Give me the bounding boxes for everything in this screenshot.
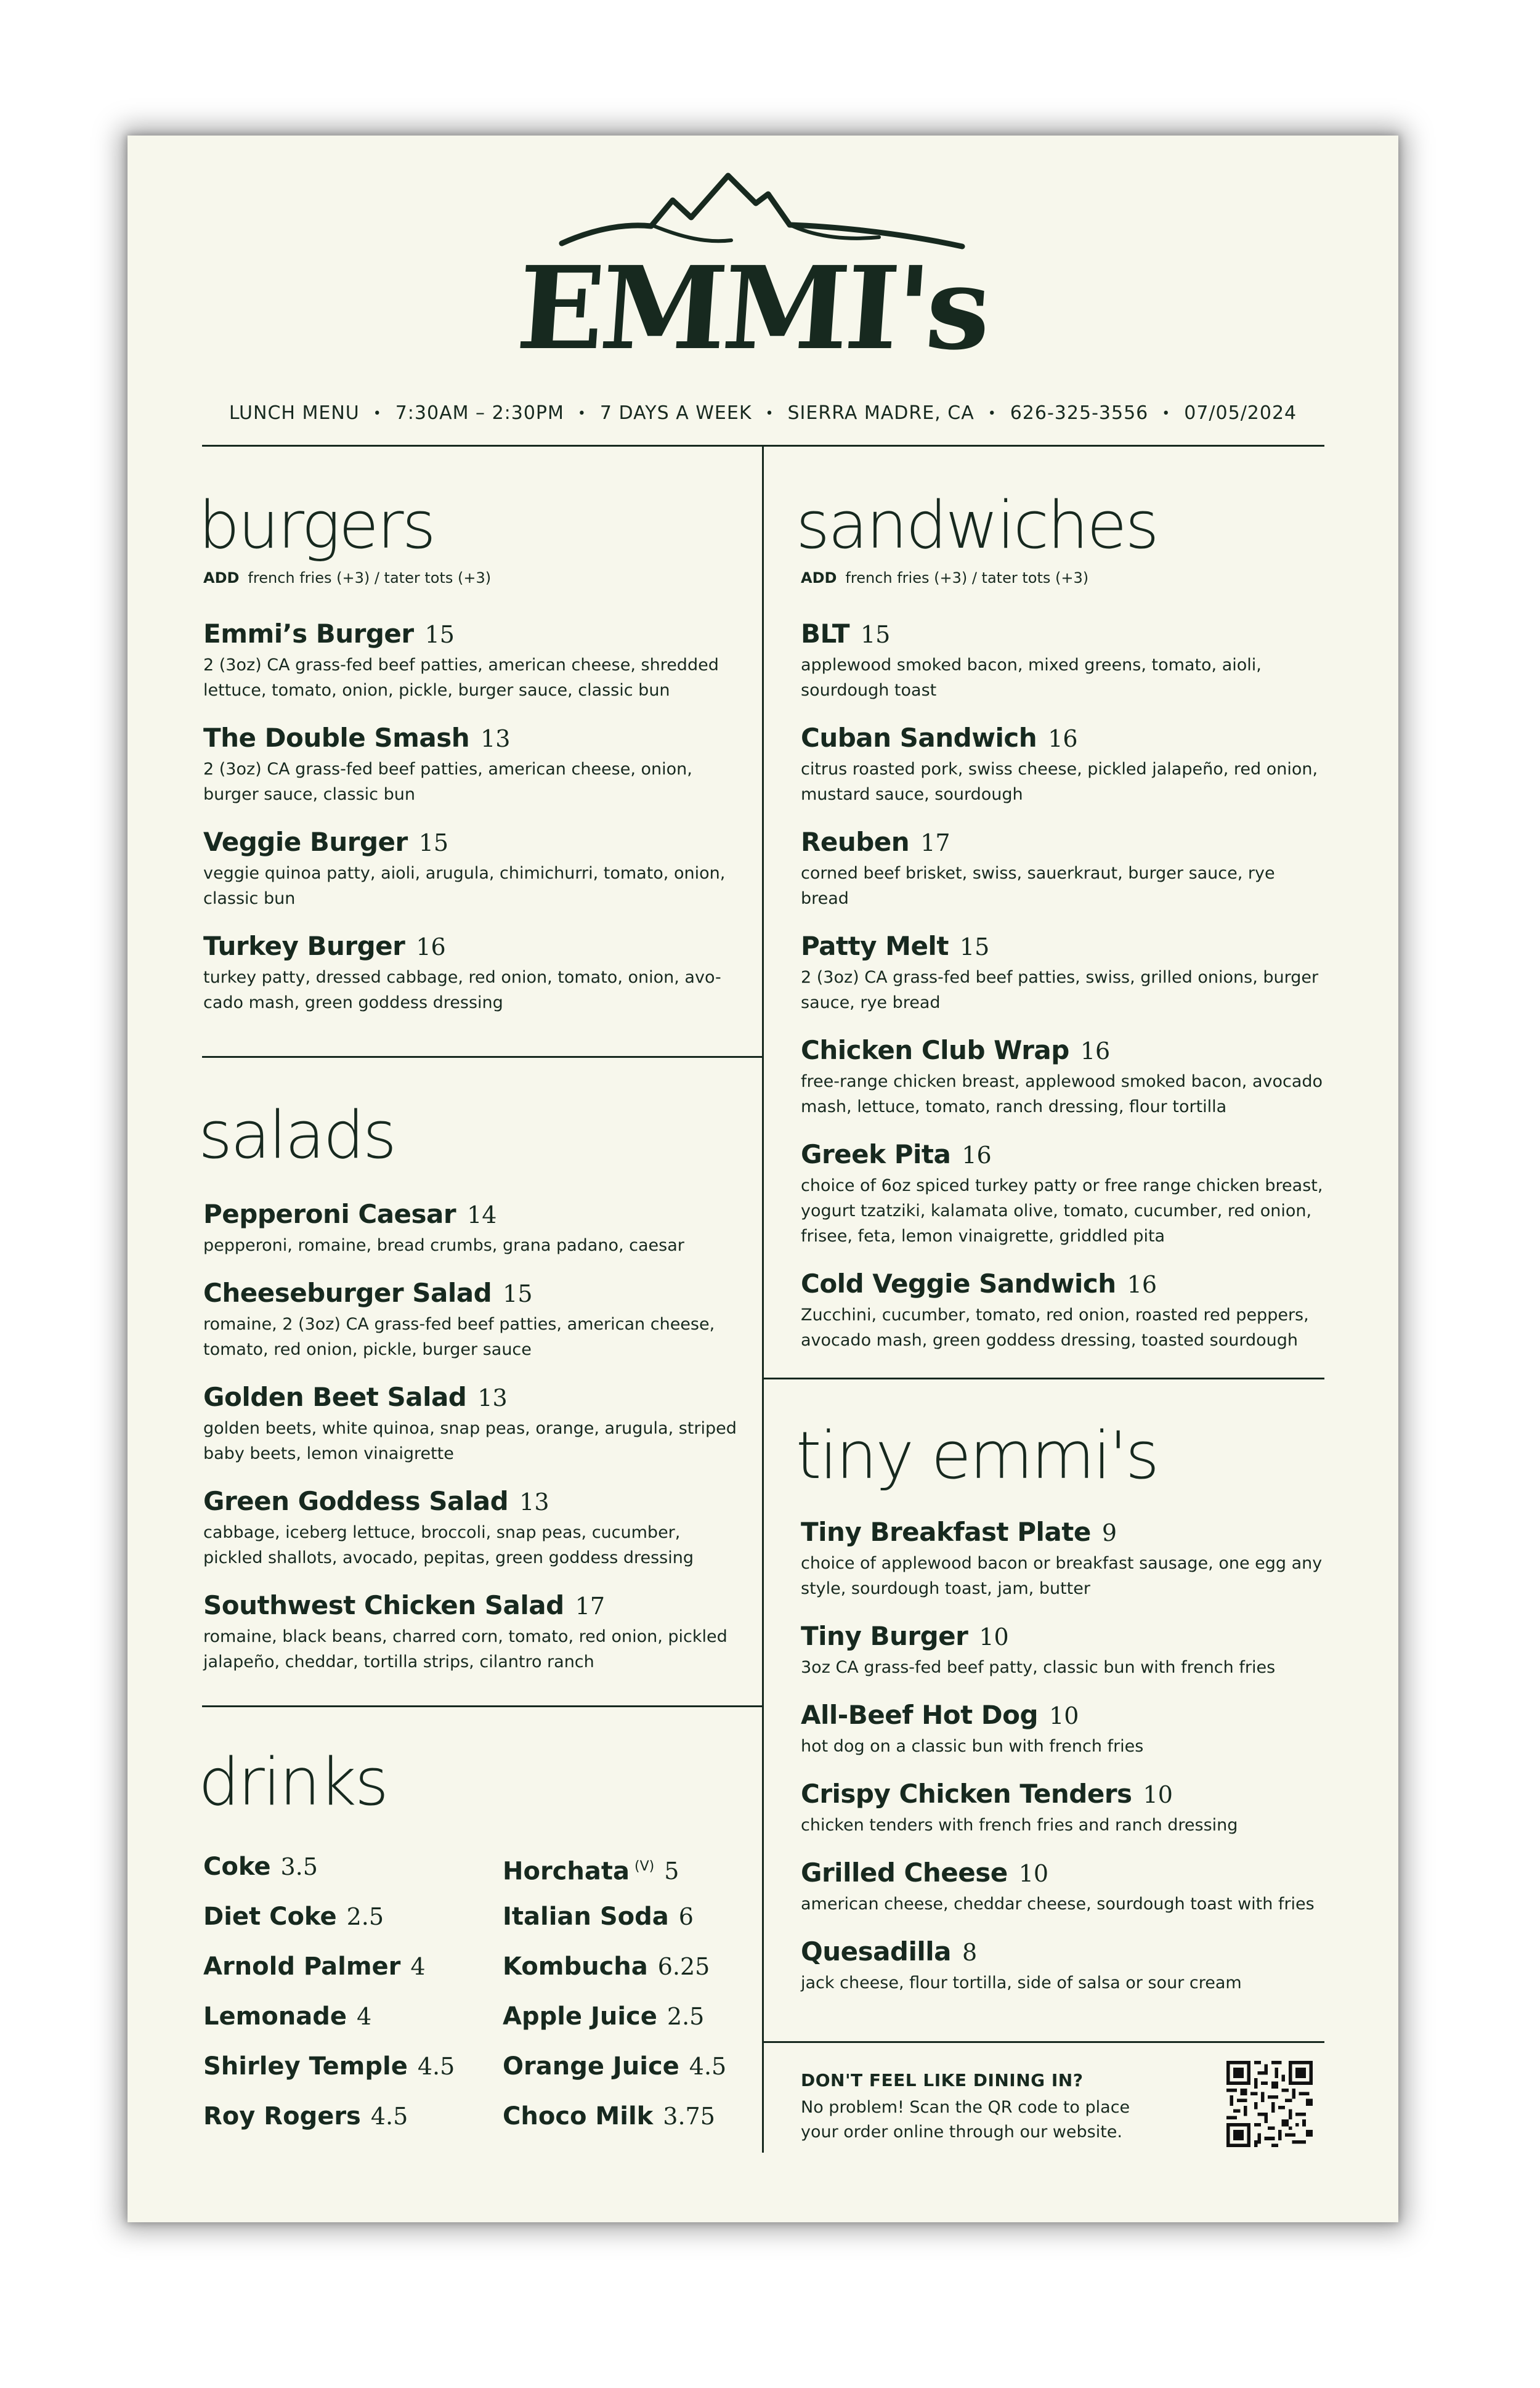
item-desc: golden beets, white quinoa, snap peas, orange, arugula, striped baby beets, lemon vinaigrette — [203, 1419, 737, 1463]
tiny-list — [801, 1517, 1326, 1996]
item-desc: Zucchini, cucumber, tomato, red onion, roasted red peppers, avocado mash, green goddess dressing, toasted sourdough — [801, 1306, 1309, 1350]
drink-price: 5 — [664, 1858, 679, 1885]
item-name: Tiny Burger — [801, 1621, 968, 1651]
sandwiches-title: sandwiches — [796, 487, 1157, 563]
drink-price: 4.5 — [689, 2053, 727, 2080]
burgers-section — [198, 487, 740, 1035]
item-desc: pepperoni, romaine, bread crumbs, grana padano, caesar — [203, 1236, 684, 1255]
drinks-title: drinks — [198, 1744, 387, 1820]
item-desc: american cheese, cheddar cheese, sourdough toast with fries — [801, 1895, 1315, 1914]
burgers-add-text: french fries (+3) / tater tots (+3) — [248, 569, 492, 587]
menu-item — [801, 1779, 1326, 1838]
menu-item — [203, 1486, 740, 1570]
item-name: The Double Smash — [203, 723, 470, 753]
drink-item — [503, 1848, 749, 1898]
drink-price: 4 — [410, 1953, 426, 1980]
menu-item — [801, 619, 1326, 703]
item-name: Chicken Club Wrap — [801, 1035, 1069, 1065]
menu-item — [801, 1517, 1326, 1601]
menu-item — [203, 1590, 740, 1675]
menu-item — [203, 827, 740, 911]
item-desc: romaine, 2 (3oz) CA grass-fed beef patties, american cheese, tomato, red onion, pickle, burger sauce — [203, 1315, 715, 1359]
item-price: 17 — [575, 1593, 606, 1620]
drink-price: 2.5 — [346, 1903, 384, 1930]
item-name: Pepperoni Caesar — [203, 1199, 456, 1229]
item-desc: turkey patty, dressed cabbage, red onion, tomato, onion, avo-cado mash, green goddess dressing — [203, 968, 721, 1012]
drinks-col-2 — [503, 1848, 749, 2148]
item-name: Cuban Sandwich — [801, 723, 1037, 753]
item-name: Greek Pita — [801, 1139, 951, 1169]
sandwiches-list — [801, 619, 1326, 1353]
item-price: 13 — [519, 1488, 549, 1516]
menu-item — [801, 1035, 1326, 1119]
item-desc: veggie quinoa patty, aioli, arugula, chimichurri, tomato, onion, classic bun — [203, 864, 726, 908]
item-price: 8 — [962, 1939, 978, 1966]
order-online-promo — [801, 2070, 1170, 2145]
info-location: SIERRA MADRE, CA — [787, 402, 975, 424]
info-phone[interactable]: 626-325-3556 — [1010, 402, 1149, 424]
item-desc: choice of 6oz spiced turkey patty or free range chicken breast, yogurt tzatziki, kalamata olive, tomato, cucumber, red onion, frisee, feta, lemon vinaigrette, griddled pita — [801, 1176, 1323, 1246]
drink-price: 2.5 — [667, 2003, 705, 2030]
item-desc: citrus roasted pork, swiss cheese, pickled jalapeño, red onion, mustard sauce, sourdough — [801, 760, 1318, 804]
promo-text: No problem! Scan the QR code to place your order online through our website. — [801, 2098, 1130, 2142]
burgers-title: burgers — [198, 487, 434, 563]
menu-item — [801, 1936, 1326, 1996]
tiny-section — [796, 1418, 1326, 2015]
drink-name: Coke — [203, 1853, 271, 1881]
salads-list — [203, 1199, 740, 1675]
info-hours: 7:30AM – 2:30PM — [395, 402, 564, 424]
mountain-logo-icon — [513, 169, 992, 404]
menu-item — [203, 1199, 740, 1258]
salads-title: salads — [198, 1097, 395, 1173]
item-price: 9 — [1101, 1519, 1117, 1546]
menu-sheet — [128, 136, 1398, 2222]
item-name: Cold Veggie Sandwich — [801, 1269, 1116, 1299]
item-price: 16 — [416, 933, 446, 960]
sandwiches-add-label: ADD — [801, 569, 837, 587]
drink-item — [203, 1948, 499, 1998]
item-price: 15 — [424, 621, 455, 648]
drink-name: Horchata — [503, 1857, 630, 1886]
tiny-title: tiny emmi's — [796, 1418, 1158, 1493]
drink-name: Arnold Palmer — [203, 1952, 401, 1981]
sandwiches-section — [796, 487, 1326, 1373]
burgers-salads-rule — [202, 1056, 763, 1058]
drink-item — [203, 1848, 499, 1898]
drink-item — [203, 1998, 499, 2048]
drink-name: Italian Soda — [503, 1903, 669, 1931]
item-name: Green Goddess Salad — [203, 1486, 509, 1516]
item-price: 10 — [1143, 1781, 1173, 1808]
item-desc: hot dog on a classic bun with french fries — [801, 1737, 1144, 1756]
drinks-col-1 — [203, 1848, 499, 2148]
item-name: Quesadilla — [801, 1936, 952, 1967]
item-price: 15 — [860, 621, 891, 648]
drink-name: Roy Rogers — [203, 2102, 361, 2130]
item-desc: cabbage, iceberg lettuce, broccoli, snap peas, cucumber, pickled shallots, avocado, pepitas, green goddess dressing — [203, 1523, 694, 1567]
drink-name: Choco Milk — [503, 2102, 654, 2130]
drink-price: 4 — [357, 2003, 372, 2030]
menu-item — [801, 827, 1326, 911]
menu-item — [801, 723, 1326, 807]
item-price: 10 — [979, 1623, 1009, 1651]
item-desc: 2 (3oz) CA grass-fed beef patties, swiss, grilled onions, burger sauce, rye bread — [801, 968, 1319, 1012]
drink-item — [503, 1998, 749, 2048]
item-desc: jack cheese, flour tortilla, side of salsa or sour cream — [801, 1973, 1242, 1992]
item-name: Grilled Cheese — [801, 1858, 1008, 1888]
item-price: 10 — [1049, 1702, 1079, 1729]
drink-price: 3.5 — [280, 1853, 318, 1880]
item-desc: 3oz CA grass-fed beef patty, classic bun with french fries — [801, 1658, 1276, 1677]
item-price: 15 — [418, 829, 449, 856]
info-menu-type: LUNCH MENU — [229, 402, 360, 424]
drink-price: 4.5 — [417, 2053, 455, 2080]
drink-name: Lemonade — [203, 2002, 347, 2031]
item-name: Emmi’s Burger — [203, 619, 414, 649]
menu-item — [801, 1621, 1326, 1680]
item-price: 14 — [467, 1201, 497, 1229]
drinks-section — [198, 1744, 753, 2130]
promo-title: DON'T FEEL LIKE DINING IN? — [801, 2070, 1084, 2090]
sandwiches-add-text: french fries (+3) / tater tots (+3) — [845, 569, 1089, 587]
column-divider — [762, 446, 764, 2153]
menu-item — [203, 931, 740, 1015]
item-price: 16 — [1080, 1038, 1111, 1065]
item-name: Southwest Chicken Salad — [203, 1590, 564, 1620]
item-name: Reuben — [801, 827, 910, 857]
item-desc: 2 (3oz) CA grass-fed beef patties, american cheese, onion, burger sauce, classic bun — [203, 760, 692, 804]
drink-item — [203, 2048, 499, 2098]
salads-drinks-rule — [202, 1705, 763, 1707]
sandwiches-tiny-rule — [763, 1378, 1324, 1379]
burgers-add-label: ADD — [203, 569, 240, 587]
item-name: Crispy Chicken Tenders — [801, 1779, 1132, 1809]
item-price: 13 — [477, 1384, 508, 1411]
drink-name: Diet Coke — [203, 1903, 337, 1931]
drink-name: Kombucha — [503, 1952, 648, 1981]
item-desc: applewood smoked bacon, mixed greens, tomato, aioli, sourdough toast — [801, 656, 1262, 700]
qr-code-icon[interactable] — [1226, 2061, 1313, 2147]
drink-item — [503, 2098, 749, 2148]
menu-item — [203, 1382, 740, 1466]
item-price: 16 — [1127, 1271, 1157, 1298]
menu-item — [203, 723, 740, 807]
info-date: 07/05/2024 — [1184, 402, 1297, 424]
sandwiches-add-line — [801, 569, 1326, 587]
item-price: 15 — [959, 933, 990, 960]
drink-price: 3.75 — [663, 2103, 715, 2130]
menu-item — [801, 1139, 1326, 1249]
item-desc: chicken tenders with french fries and ranch dressing — [801, 1816, 1238, 1835]
drink-name: Orange Juice — [503, 2052, 679, 2081]
drink-name: Shirley Temple — [203, 2052, 408, 2081]
item-name: All-Beef Hot Dog — [801, 1700, 1039, 1730]
info-bar: LUNCH MENU • 7:30AM – 2:30PM • 7 DAYS A WEEK • SIERRA MADRE, CA • 626-325-3556 • 07/05/2024 — [229, 402, 1297, 424]
drink-price: 6.25 — [657, 1953, 710, 1980]
item-price: 15 — [503, 1280, 533, 1307]
menu-item — [801, 931, 1326, 1015]
menu-item — [203, 1278, 740, 1362]
burgers-list — [203, 619, 740, 1015]
drink-name: Apple Juice — [503, 2002, 657, 2031]
item-name: Tiny Breakfast Plate — [801, 1517, 1091, 1547]
drink-item — [203, 1898, 499, 1948]
drink-item — [503, 1898, 749, 1948]
item-price: 13 — [480, 725, 511, 752]
item-name: Golden Beet Salad — [203, 1382, 467, 1412]
drink-price: 4.5 — [370, 2103, 408, 2130]
item-name: Patty Melt — [801, 931, 949, 961]
item-name: Veggie Burger — [203, 827, 408, 857]
item-desc: choice of applewood bacon or breakfast sausage, one egg any style, sourdough toast, jam, butter — [801, 1554, 1323, 1598]
item-name: Cheeseburger Salad — [203, 1278, 492, 1308]
logo-wordmark: EMMI's — [513, 241, 992, 375]
item-desc: corned beef brisket, swiss, sauerkraut, burger sauce, rye bread — [801, 864, 1275, 908]
item-price: 16 — [962, 1142, 992, 1169]
menu-item — [801, 1858, 1326, 1917]
tiny-promo-rule — [763, 2041, 1324, 2043]
item-price: 16 — [1048, 725, 1078, 752]
item-name: BLT — [801, 619, 849, 649]
info-days: 7 DAYS A WEEK — [599, 402, 752, 424]
item-price: 17 — [920, 829, 950, 856]
menu-item — [801, 1269, 1326, 1353]
drink-item — [203, 2098, 499, 2148]
item-desc: romaine, black beans, charred corn, tomato, red onion, pickled jalapeño, cheddar, tortilla strips, cilantro ranch — [203, 1627, 727, 1671]
menu-item — [203, 619, 740, 703]
salads-section — [198, 1097, 740, 1694]
drink-item — [503, 1948, 749, 1998]
drink-price: 6 — [678, 1903, 694, 1930]
menu-item — [801, 1700, 1326, 1759]
vegan-tag: (V) — [634, 1859, 655, 1874]
item-desc: free-range chicken breast, applewood smoked bacon, avocado mash, lettuce, tomato, ranch dressing, flour tortilla — [801, 1072, 1323, 1116]
drink-item — [503, 2048, 749, 2098]
burgers-add-line — [203, 569, 740, 587]
item-price: 10 — [1018, 1860, 1049, 1887]
item-name: Turkey Burger — [203, 931, 405, 961]
item-desc: 2 (3oz) CA grass-fed beef patties, american cheese, shredded lettuce, tomato, onion, pickle, burger sauce, classic bun — [203, 656, 719, 700]
